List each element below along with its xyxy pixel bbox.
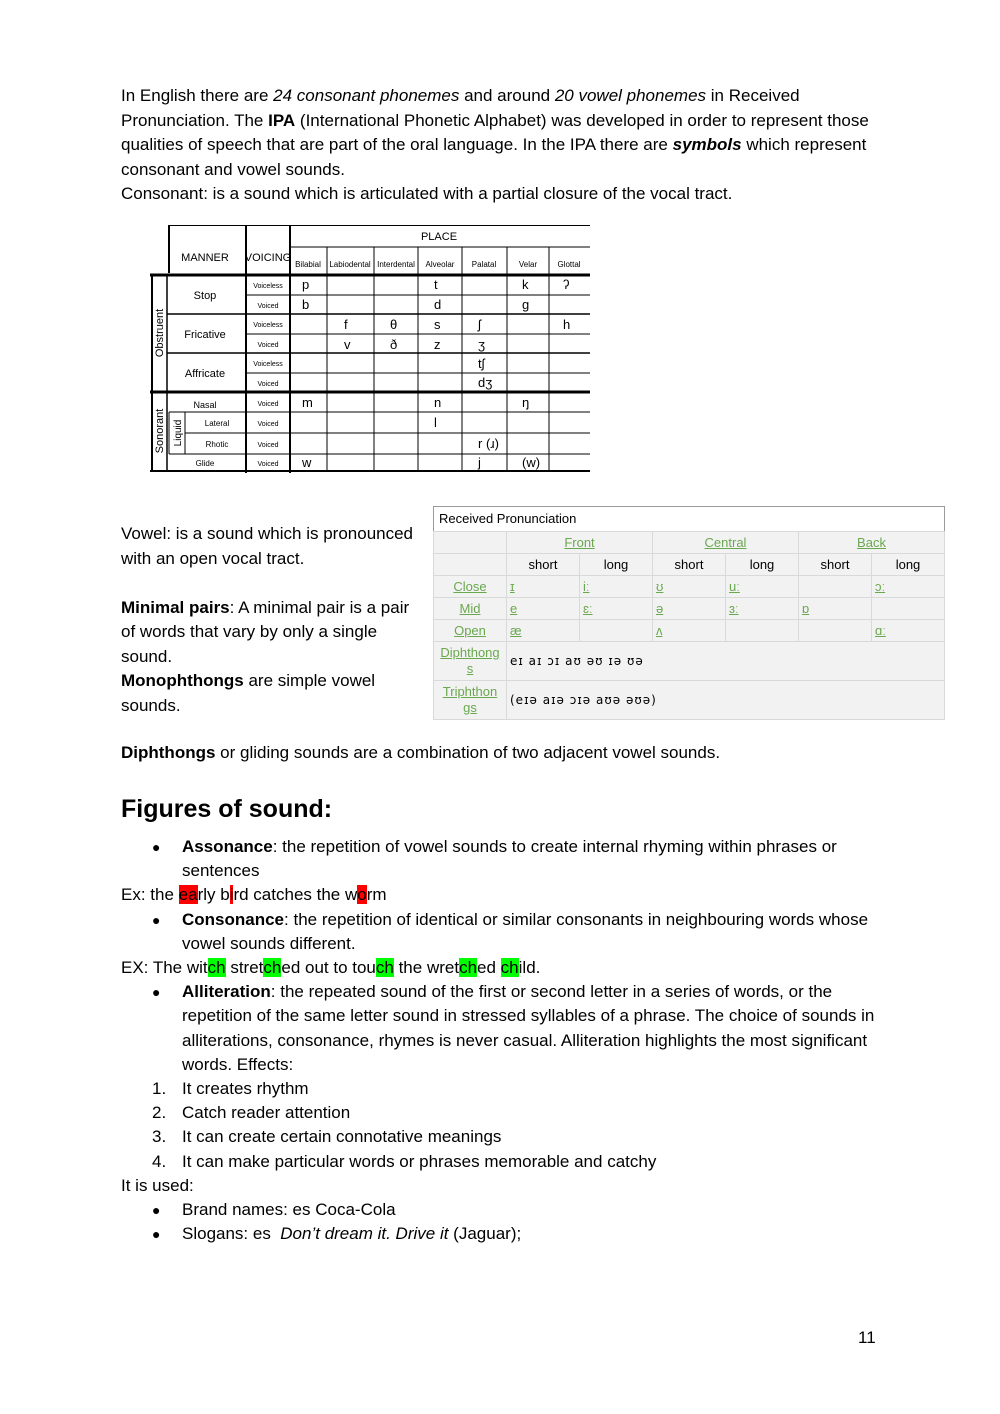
consonant-symbol: j bbox=[478, 455, 481, 470]
ipa-term: IPA bbox=[268, 110, 296, 130]
effect-text: It creates rhythm bbox=[182, 1079, 309, 1099]
used-label: It is used: bbox=[121, 1175, 194, 1195]
corner-cell bbox=[434, 554, 507, 576]
place-bilabial: Bilabial bbox=[295, 260, 321, 269]
slogan-text: Don’t dream it. Drive it bbox=[280, 1224, 449, 1244]
vowel-symbol[interactable]: ɑː bbox=[872, 620, 945, 642]
vowel-symbol bbox=[799, 576, 872, 598]
monophthongs-definition bbox=[121, 669, 421, 718]
vowel-symbol bbox=[872, 598, 945, 620]
group-liquid: Liquid bbox=[173, 419, 184, 447]
alliteration-term: Alliteration bbox=[182, 982, 271, 1002]
consonant-symbol: (w) bbox=[522, 455, 541, 470]
diphthongs-term: Diphthongs bbox=[121, 743, 216, 762]
effect-text: It can make particular words or phrases memorable and catchy bbox=[182, 1151, 657, 1171]
row-triphthongs[interactable]: Triphthon gs bbox=[434, 681, 507, 720]
example-text: EX: The wit bbox=[121, 958, 208, 978]
consonant-symbol: dʒ bbox=[478, 375, 493, 390]
vowel-symbol[interactable]: e bbox=[507, 598, 580, 620]
list-item bbox=[121, 835, 881, 883]
assonance-term: Assonance bbox=[182, 837, 273, 856]
minimal-pairs-definition bbox=[121, 596, 421, 670]
group-front[interactable]: Front bbox=[507, 532, 653, 554]
vowel-symbol[interactable]: ɜː bbox=[726, 598, 799, 620]
minimal-pairs-term: Minimal pairs bbox=[121, 597, 230, 617]
intro-text: which represent consonant and vowel sounds. bbox=[121, 135, 867, 179]
consonant-symbol: ð bbox=[390, 337, 398, 352]
list-item bbox=[121, 1125, 881, 1149]
consonant-symbol: v bbox=[344, 337, 351, 352]
alliteration-text: : the repeated sound of the first or second letter in a series of words, or the repetition of the same letter sound in stressed syllables of a phrase. The choice of sounds in alliterations, consonance, rhymes is never casual. Alliteration highlights the most significant words. Effects: bbox=[182, 982, 875, 1074]
example-text: the wret bbox=[393, 958, 460, 978]
place-labiodental: Labiodental bbox=[329, 260, 371, 269]
consonant-chart bbox=[150, 225, 590, 473]
length-short: short bbox=[799, 554, 872, 576]
group-sonorant: Sonorant bbox=[154, 408, 166, 454]
vowel-definition: Vowel: is a sound which is pronounced with an open vocal tract. bbox=[121, 524, 414, 568]
manner-stop: Stop bbox=[193, 290, 217, 302]
diphthongs-text: or gliding sounds are a combination of two adjacent vowel sounds. bbox=[215, 743, 721, 762]
table-row bbox=[434, 642, 945, 681]
effect-text: Catch reader attention bbox=[182, 1103, 351, 1123]
highlight: ch bbox=[500, 958, 519, 978]
consonance-example bbox=[121, 956, 881, 980]
bullet-icon: ● bbox=[152, 839, 161, 855]
length-long: long bbox=[580, 554, 653, 576]
consonant-symbol: t bbox=[434, 277, 438, 292]
table-row bbox=[434, 576, 945, 598]
manner-rhotic: Rhotic bbox=[205, 440, 229, 449]
highlight: ea bbox=[178, 885, 198, 905]
vowel-symbol[interactable]: ɪ bbox=[507, 576, 580, 598]
vowel-symbol[interactable]: ɛː bbox=[580, 598, 653, 620]
diphthongs-definition bbox=[121, 741, 881, 766]
highlight: ch bbox=[375, 958, 394, 978]
intro-text: in Received Pronunciation. The bbox=[121, 86, 800, 130]
consonant-symbol: z bbox=[434, 337, 441, 352]
manner-affricate: Affricate bbox=[184, 368, 226, 380]
vowel-symbol[interactable]: ɒ bbox=[799, 598, 872, 620]
list-item bbox=[121, 908, 881, 956]
manner-header: MANNER bbox=[181, 252, 229, 264]
consonant-symbol: ʃ bbox=[478, 317, 481, 332]
effect-text: It can create certain connotative meanings bbox=[182, 1127, 502, 1147]
vowel-symbol[interactable]: æ bbox=[507, 620, 580, 642]
voicing-label: Voiced bbox=[257, 342, 279, 349]
triphthong-list: (eɪə aɪə ɔɪə aʊə əʊə) bbox=[507, 681, 945, 720]
consonant-symbol: θ bbox=[390, 317, 398, 332]
place-header: PLACE bbox=[420, 231, 458, 243]
length-short: short bbox=[653, 554, 726, 576]
diphthong-list: eɪ aɪ ɔɪ aʊ əʊ ɪə ʊə bbox=[507, 642, 945, 681]
example-text: ild. bbox=[518, 958, 541, 978]
list-item bbox=[121, 1101, 881, 1125]
figures-list bbox=[121, 835, 881, 1246]
group-obstruent: Obstruent bbox=[154, 308, 166, 358]
list-item bbox=[121, 980, 881, 1077]
table-row bbox=[434, 620, 945, 642]
consonant-symbol: r (ɹ) bbox=[478, 436, 499, 451]
consonant-count: 24 consonant phonemes bbox=[273, 86, 460, 105]
consonant-symbol: s bbox=[434, 317, 441, 332]
assonance-example bbox=[121, 883, 881, 907]
intro-paragraph bbox=[121, 84, 881, 207]
highlight: o bbox=[357, 885, 367, 905]
table-row bbox=[434, 681, 945, 720]
consonant-symbol: b bbox=[302, 297, 310, 312]
manner-nasal: Nasal bbox=[193, 400, 217, 410]
voicing-label: Voiced bbox=[257, 401, 279, 408]
vowel-symbol bbox=[799, 620, 872, 642]
monophthongs-term: Monophthongs bbox=[121, 671, 244, 690]
manner-lateral: Lateral bbox=[204, 419, 230, 428]
slogan-brand: (Jaguar); bbox=[448, 1224, 522, 1244]
voicing-label: Voiceless bbox=[253, 322, 283, 329]
list-number: 4. bbox=[152, 1151, 167, 1171]
row-mid[interactable]: Mid bbox=[434, 598, 507, 620]
consonant-symbol: m bbox=[302, 395, 313, 410]
vowel-symbol[interactable]: ʌ bbox=[653, 620, 726, 642]
example-text: rd catches the w bbox=[233, 885, 358, 905]
use-brand: Brand names: es Coca-Cola bbox=[182, 1200, 396, 1220]
consonant-symbol: ʒ bbox=[478, 337, 486, 352]
list-number: 1. bbox=[152, 1079, 167, 1099]
length-long: long bbox=[872, 554, 945, 576]
consonant-symbol: f bbox=[344, 317, 348, 332]
bullet-icon: ● bbox=[152, 1202, 161, 1219]
intro-text: (International Phonetic Alphabet) was developed in order to represent those qualities of speech that are part of the oral language. In the IPA there are bbox=[121, 110, 869, 154]
list-item bbox=[121, 1222, 881, 1246]
vowel-count: 20 vowel phonemes bbox=[554, 86, 707, 105]
place-palatal: Palatal bbox=[471, 260, 497, 269]
consonant-symbol: l bbox=[434, 415, 437, 430]
intro-text: In English there are bbox=[121, 86, 274, 105]
place-velar: Velar bbox=[518, 260, 538, 269]
voicing-label: Voiced bbox=[257, 421, 279, 428]
vowel-symbol[interactable]: ʊ bbox=[653, 576, 726, 598]
list-number: 2. bbox=[152, 1103, 167, 1123]
use-slogan: Slogans: es bbox=[182, 1224, 281, 1244]
place-glottal: Glottal bbox=[557, 260, 581, 269]
voicing-label: Voiced bbox=[257, 303, 279, 310]
consonant-symbol: n bbox=[434, 395, 442, 410]
table-row bbox=[434, 598, 945, 620]
monophthongs-text: are simple vowel sounds. bbox=[121, 671, 376, 715]
example-text: rly b bbox=[197, 885, 230, 905]
page-number: 11 bbox=[858, 1328, 876, 1347]
consonant-symbol: h bbox=[563, 317, 571, 332]
example-text: ed out to tou bbox=[281, 958, 376, 978]
example-text: stret bbox=[225, 958, 264, 978]
vowel-definitions bbox=[121, 522, 421, 718]
voicing-label: Voiceless bbox=[253, 283, 283, 290]
bullet-icon: ● bbox=[152, 1226, 161, 1243]
section-title: Figures of sound: bbox=[121, 795, 333, 823]
vowel-symbol bbox=[580, 620, 653, 642]
consonant-symbol: tʃ bbox=[478, 356, 485, 371]
list-number: 3. bbox=[152, 1127, 167, 1147]
symbols-term: symbols bbox=[672, 135, 742, 154]
manner-fricative: Fricative bbox=[184, 329, 226, 341]
consonance-text: : the repetition of identical or similar consonants in neighbouring words whose vowel sounds different. bbox=[182, 909, 869, 953]
example-text: Ex: the bbox=[121, 885, 179, 905]
voicing-label: Voiced bbox=[257, 442, 279, 449]
consonant-symbol: d bbox=[434, 297, 442, 312]
voicing-label: Voiced bbox=[257, 381, 279, 388]
minimal-pairs-text: : A minimal pair is a pair of words that vary by only a single sound. bbox=[121, 597, 410, 666]
place-interdental: Interdental bbox=[377, 260, 415, 269]
list-item bbox=[121, 1198, 881, 1222]
group-back[interactable]: Back bbox=[799, 532, 945, 554]
vowel-table-title: Received Pronunciation bbox=[433, 506, 945, 531]
corner-cell bbox=[434, 532, 507, 554]
vowel-table bbox=[433, 506, 945, 720]
bullet-icon: ● bbox=[152, 984, 161, 1001]
length-short: short bbox=[507, 554, 580, 576]
highlight: ch bbox=[207, 958, 226, 978]
vowel-symbol[interactable]: ə bbox=[653, 598, 726, 620]
intro-text: and around bbox=[459, 86, 555, 105]
vowel-symbol[interactable]: uː bbox=[726, 576, 799, 598]
row-open[interactable]: Open bbox=[434, 620, 507, 642]
highlight: ch bbox=[263, 958, 282, 978]
list-item bbox=[121, 1077, 881, 1101]
group-central[interactable]: Central bbox=[653, 532, 799, 554]
example-text: rm bbox=[366, 885, 387, 905]
example-text: ed bbox=[477, 958, 501, 978]
consonant-symbol: k bbox=[522, 277, 529, 292]
highlight: ch bbox=[459, 958, 478, 978]
manner-glide: Glide bbox=[195, 459, 215, 468]
voicing-header: VOICING bbox=[244, 252, 292, 264]
vowel-symbol[interactable]: iː bbox=[580, 576, 653, 598]
consonant-symbol: ʔ bbox=[563, 277, 570, 292]
place-alveolar: Alveolar bbox=[425, 260, 455, 269]
vowel-symbol bbox=[726, 620, 799, 642]
bullet-icon: ● bbox=[152, 911, 161, 928]
consonant-symbol: g bbox=[522, 297, 530, 312]
length-long: long bbox=[726, 554, 799, 576]
consonant-symbol: ŋ bbox=[522, 395, 530, 410]
row-close[interactable]: Close bbox=[434, 576, 507, 598]
vowel-symbol[interactable]: ɔː bbox=[872, 576, 945, 598]
assonance-text: : the repetition of vowel sounds to create internal rhyming within phrases or sentences bbox=[182, 837, 837, 881]
list-item bbox=[121, 1150, 881, 1174]
row-diphthongs[interactable]: Diphthong s bbox=[434, 642, 507, 681]
consonance-term: Consonance bbox=[182, 909, 285, 929]
highlight: i bbox=[229, 885, 234, 905]
consonant-definition: Consonant: is a sound which is articulated with a partial closure of the vocal tract. bbox=[121, 184, 733, 203]
consonant-symbol: p bbox=[302, 277, 310, 292]
voicing-label: Voiced bbox=[257, 461, 279, 468]
voicing-label: Voiceless bbox=[253, 361, 283, 368]
consonant-symbol: w bbox=[302, 455, 312, 470]
